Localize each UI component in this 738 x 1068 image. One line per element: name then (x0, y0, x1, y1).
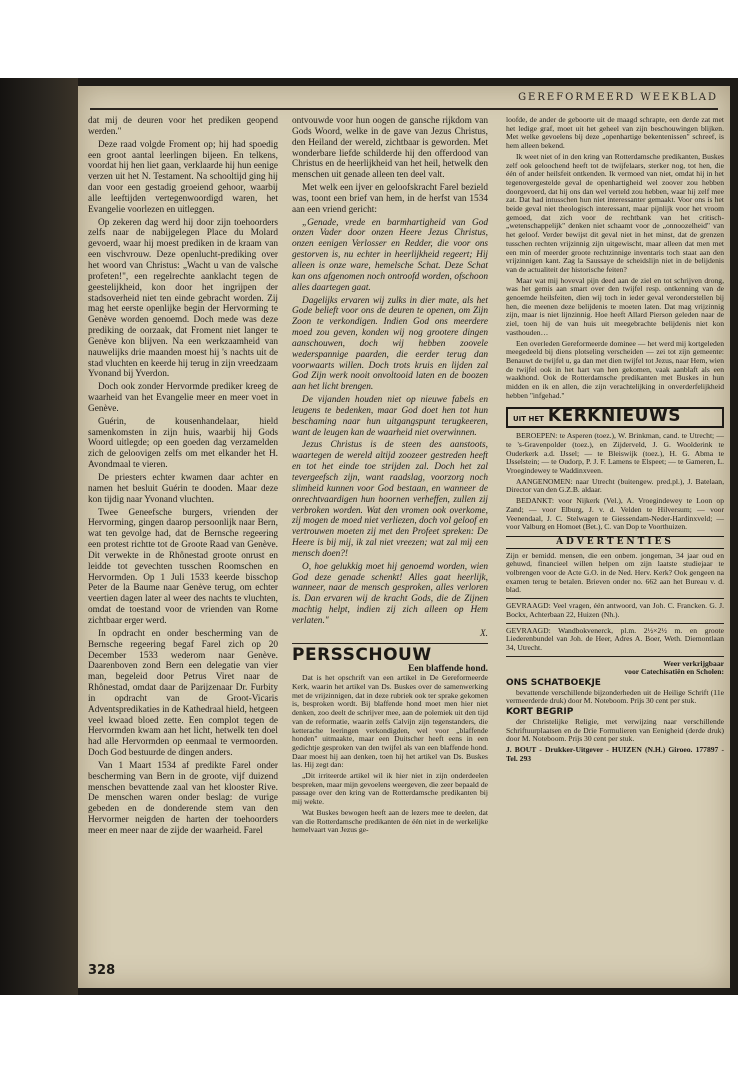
author-signature: X. (479, 628, 488, 639)
kerknieuws-heading-box (506, 407, 724, 429)
letter-quote: O, hoe gelukkig moet hij genoemd worden, wien God deze genade schenkt! Alles gaat heerlijk, wanneer, naar de mensch gesproken, alles verloren is. Dan ervaren wij de kracht Gods, die de Zijnen machtig helpt, indien zij zich alleen op Hem verlaten." (292, 561, 488, 626)
advertenties-heading: ADVERTENTIES (506, 536, 724, 549)
col1-paragraph: Twee Geneefsche burgers, vrienden der Hervorming, gingen daarop persoonlijk naar Bern, wat ten gevolge had, dat de Bernsche regeering een protest richtte tot de Groote Raad van Genève. Dit verwekte in de Rhônestad groote onrust en leidde tot gevechten tusschen Roomschen en Hervormden. Op 1 Juli 1533 keerde bisschop Peter de la Baume naar Genève terug, om echter veertien dagen later al weer des nachts te vluchten, omdat de toestand voor de vrienden van Rome zichtbaar erger werd. (88, 507, 278, 626)
divider (506, 598, 724, 599)
col1-paragraph: Guérin, de kousenhandelaar, hield samenkomsten in zijn huis, waarbij hij Gods Woord uitlegde; op een goeden dag verzamelden zich de geloovigen zelfs om met elkander het H. Avondmaal te vieren. (88, 416, 278, 471)
persschouw-paragraph: Dat is het opschrift van een artikel in De Gereformeerde Kerk, waarin het artikel van Ds. Buskes over de samenwerking met de vrijzinnigen, dat in deze rubriek ook ter sprake gekomen is, besproken wordt. Bij blaffende hond moet men hier niet denken, zoo deelt de schrijver mee, aan de polemiek uit den tijd van de reformatie, waarin zelfs Calvijn zijn tegenstanders, die ketterache leeringen verkondigden, wel voor „blaffende honden" uitmaakte, maar een Duitscher heeft eens in een gedichtje gesproken van den twijfel als van een blaffende hond. Daar moest hij aan denken, toen hij het artikel van Ds. Buskes las. Hij zegt dan: (292, 673, 488, 770)
divider (292, 643, 488, 644)
col3-paragraph: Een overleden Gereformeerde dominee — het werd mij kortgeleden meegedeeld bij diens plotseling verscheiden — zei tot zijn gemeente: Benauwt de twijfel u, ga dan met dien twijfel tot Jezus, naar Hem, wien de twijfel ook in het hart van hen gekomen, vaak aanblaft als een waakhond. Ook de Rotterdamsche predikanten met Buskes in hun midden en ik en allen, die zijn verachtelijking in onverderfelijkheid hebben "infgehad." (506, 338, 724, 400)
col3-paragraph: Maar wat mij hoveval pijn deed aan de ziel en tot schrijven drong, was het gemis aan smart over den twijfel resp. ontkenning van de genoemde heilsfeiten, dien wij toch in ieder geval veronderstellen bij hen, die meenen deze belijdenis te moeten laten. Dat mag vrijzinnig zijn, maar is niet lijnzinnig. Hoe heeft Allard Pierson geleden naar de ziel, toen hij de van huis uit meegebrachte belijdenis niet kon vasthouden… (506, 275, 724, 337)
persschouw-paragraph: „Dit irriteerde artikel wil ik hier niet in zijn onderdeelen bespreken, maar mijn gevoelens weergeven, die zeer bepaald de passage over den kring van de Rotterdamsche predikanten bij mij wekte. (292, 771, 488, 807)
scan-background (0, 78, 738, 995)
letter-quote: De vijanden houden niet op nieuwe fabels en leugens te bedenken, maar God doet hen tot hun beschaming naar hun uitgangspunt terugkeeren, want de leugen kan de waarheid niet overwinnen. (292, 395, 488, 438)
letter-quote: Dagelijks ervaren wij zulks in dier mate, als het Gode belieft voor ons de deuren te openen, om Zijn Zoon te verkondigen. Indien God ons meerdere moed zou geven, konden wij nog grootere dingen aanschouwen, doch wij hebben zoovele wederspannige paarden, die eerder terug dan voorwaarts willen. Doch trots kruis en lijden zal God Zijn werk nooit onvoltooid laten en de boozen aan het licht brengen. (292, 295, 488, 393)
persschouw-body (292, 674, 488, 835)
col3-paragraph: Ik weet niet of in den kring van Rotterdamsche predikanten, Buskes zelf ook geloochend heeft tot de twijfelaars, sterker nog, tot hen, die één of ander heilsfeit ontkenden. Ik vermoed van niet, omdat hij in het tegenovergestelde geval de openhartigheid wel zoover zou hebben doorgevoerd, dat hij ons dan wel verteld zou hebben, waar hij zelf mee zat. Dat had intusschen hun niet interessanter gemaakt. Voor ons is het beide geval niet theologisch interessant, maar pijnlijk voor het vroom gemoed, dat zich voor de rechtbank van het critisch-„wetenschappelijk" denken niet schaamt voor de „onnoozelheid" van het geloof. Verder bewijst dit geval niet in het minst, dat de grenzen tusschen rechten vrijzinnig zijn uitgewischt, maar alleen dat men met een min of meerder groote rechtzinnige inventaris toch staat aan den vrijzinnigen kant. Zag la Saussaye de scheidslijn niet in de belijdenis van de actualiteit der historische feiten? (506, 151, 724, 274)
schatboekje-heading: ONS SCHATBOEKJE (506, 678, 601, 689)
kerknieuws-prefix: UIT HET (513, 414, 544, 423)
advertisement: Zijn er bemidd. mensen, die een onbem. jongeman, 34 jaar oud en gehuwd, financieel willen helpen om zijn laatste studiejaar te volbrengen voor de Acte G.O. in de Ned. Herv. Kerk? Ook gengeen na examen terug te betalen. Brieven onder no. 662 aan het Bureau v. d. blad. (506, 550, 724, 595)
persschouw-paragraph: Wat Buskes bewogen heeft aan de lezers mee te deelen, dat van die Rotterdamsche predikanten de één niet in de werkelijke hemelvaart van Jezus ge- (292, 807, 488, 835)
bottom-margin (0, 995, 738, 1068)
kort-begrip-heading: KORT BEGRIP (506, 707, 574, 718)
col1-paragraph: Op zekeren dag werd hij door zijn toehoorders zelfs naar de nabijgelegen Place du Molard gevoerd, waar hij moest prediken in de kraam van een vischvrouw. Deze openlucht-prediking over het woord van Christus: „Wacht u van de valsche profeten!", een regelrechte aanklacht tegen de geestelijkheid, kon door het ingrijpen der stadsoverheid niet ten einde gebracht worden. Zij mag het eerste openlijke begin der Hervorming te Genève worden genoemd. Doch mede was deze prediking de oorzaak, dat Froment niet langer te Genève kon blijven. Na een werkzaamheid van nauwelijks drie maanden moest hij 's nachts uit de stad vluchten en keerde hij terug in zijn vreedzaam Yvonand bij Yverdon. (88, 217, 278, 380)
verkrijgbaar-line: voor Catechisatiën en Scholen: (624, 667, 724, 677)
schatboekje-text: bevattende verschillende bijzonderheden uit de Heilige Schrift (11e vermeerderde druk) door M. Noteboom. Prijs 30 cent per stuk. (506, 687, 724, 706)
kerknieuws-paragraph: BEROEPEN: te Asperen (toez.), W. Brinkman, cand. te Utrecht; — te 's-Gravenpolder (toez.), en Zijderveld, J. G. Woolderink te Ouderkerk a.d. IJssel; — te Bleiswijk (toez.), H. G. Abma te IJsselstein; — te Oudorp, P. J. F. Lamens te Elspeet; — te Gameren, L. Vroegindewey te Waddinxveen. (506, 431, 724, 476)
divider (506, 656, 724, 657)
persschouw-subtitle: Een blaffende hond. (408, 663, 488, 674)
col2-paragraph: Met welk een ijver en geloofskracht Farel bezield was, toont een brief van hem, in de herfst van 1534 aan een vriend gericht: (292, 183, 488, 215)
advertisement: GEVRAAGD: Veel vragen, één antwoord, van Joh. C. Francken. G. J. Bockx, Achterbaan 22, Huizen (Nh.). (506, 601, 724, 619)
letter-quote: „Genade, vrede en barmhartigheid van God onzen Vader door onzen Heere Jezus Christus, onzen eenigen Verlosser en Redder, die voor ons gestorven is, nu echter in heerlijkheid regeert; Hij alleen is onze ware, hemelsche Schat. Deze Schat kan ons afgenomen noch ontroofd worden, ofschoon alles daartegen gaat. (292, 217, 488, 293)
col1-paragraph: De priesters echter kwamen daar achter en namen het besluit Guérin te dooden. Maar deze kon tijdig naar Yvonand vluchten. (88, 473, 278, 505)
column-2 (292, 116, 488, 837)
col1-paragraph: Van 1 Maart 1534 af predikte Farel onder bescherming van Bern in de groote, vijf duizend menschen bevattende zaal van het klooster Rive. De menschen waren onder beslag: de vurige gebeden en de donderende stem van den Hervormer neigden de harten der toehoorders meer en meer naar de zijde der waarheid. Farel (88, 760, 278, 836)
column-1 (88, 116, 278, 839)
col1-paragraph: Doch ook zonder Hervormde prediker kreeg de waarheid van het Evangelie meer en meer voet in Genève. (88, 382, 278, 414)
col1-paragraph: In opdracht en onder bescherming van de Bernsche regeering begaf Farel zich op 20 December 1533 wederom naar Genève. Daarenboven zond Bern een delegatie van vier man, begeleid door Petrus Viret naar de Rhônestad, omdat daar de Parijzenaar Dr. Furbity in opdracht van de Groot-Vicaris Adventspredikaties in de Kathedraal hield, hetgeen veel kwaad bloed zette. Een complot tegen de Hervormden kwam aan het licht, hetwelk ten doel had alle Hervormden op eenmaal te vermoorden. Doch God bestuurde de dingen anders. (88, 628, 279, 759)
book-binding (0, 78, 78, 995)
advertisement: GEVRAAGD: Wandbokvenerck, pl.m. 2½×2½ m. en groote Liederenbundel van Joh. de Heer, Adres A. Boer, Weth. Diemontlaan 34, Utrecht. (506, 625, 724, 652)
kerknieuws-heading: KERKNIEUWS (547, 405, 681, 426)
kerknieuws-paragraph: BEDANKT: voor Nijkerk (Vel.), A. Vroegindewey te Loon op Zand; — voor Elburg, J. v. d. Velden te Hilversum; — voor Veenendaal, J. C. Stelwagen te Giessendam-Neder-Hardinxveld; — voor Valburg en Homoet (Bet.), C. van Dop te Voorthuizen. (506, 496, 724, 532)
kort-begrip-text: der Christelijke Religie, met verwijzing naar verschillende Schriftuurplaatsen en de Drie Formulieren van Eenigheid (derde druk) door M. Noteboom. Prijs 30 cent per stuk. (506, 716, 724, 744)
newspaper-page (78, 86, 730, 988)
kerknieuws-paragraph: AANGENOMEN: naar Utrecht (buitengew. pred.pl.), J. Batelaan, Director van den G.Z.B. aldaar. (506, 476, 724, 495)
col2-paragraph: ontvouwde voor hun oogen de gansche rijkdom van Gods Woord, welke in de gave van Jezus Christus, den Heiland der wereld, zichtbaar is geworden. Met wonderbare liefde schilderde hij den offerdood van Christus en de heerlijkheid van het heil, hetwelk den menschen uit genade alleen ten deel valt. (292, 116, 488, 181)
verkrijgbaar-line: Weer verkrijgbaar (663, 658, 724, 668)
publisher-line: J. BOUT - Drukker-Uitgever - HUIZEN (N.H.) Giroeo. 177897 - Tel. 293 (506, 745, 724, 763)
column-3 (506, 116, 724, 763)
divider (506, 623, 724, 624)
letter-quote: Jezus Christus is de steen des aanstoots, waartegen de wereld altijd zoozeer gestreden heeft en tot het einde toe strijden zal. Doch het zal tevergeefsch zijn, want raadslag, voorzorg noch slimheid kunnen voor God bestaan, en wanneer de onrechtvaardigen hun hoornen verheffen, zullen zij verbroken worden. Wat den vromen ook overkome, zij mogen de moed niet verliezen, doch vol geloof en vertrouwen moeten zij met den Profeet spreken: De Heere is bij mij, ik zal niet vreezen; wat zal mij een mensch doen?! (292, 440, 488, 559)
col1-paragraph: Deze raad volgde Froment op; hij had spoedig een groot aantal leerlingen bijeen. En telkens, voordat hij hen liet gaan, verklaarde hij hun eenige verzen uit het N. Testament. Na schooltijd ging hij dan voor een gestadig groeiend gehoor, waarbij alle leeftijden vertegenwoordigd waren, het Evangelie voorlezen en uitleggen. (88, 139, 278, 215)
persschouw-heading: PERSSCHOUW (292, 644, 432, 665)
col1-paragraph: dat mij de deuren voor het prediken geopend werden." (88, 116, 278, 137)
page-number: 328 (88, 963, 116, 978)
col3-paragraph: loofde, de ander de geboorte uit de maagd schrapte, een derde zat met het ledige graf, moet uit het geheel van zijn beschouwingen blijken. Met welke gevoelens bij deze „openhartige bekentenissen" schreef, is hem alleen bekend. (506, 115, 724, 151)
page-header: GEREFORMEERD WEEKBLAD (90, 92, 718, 110)
